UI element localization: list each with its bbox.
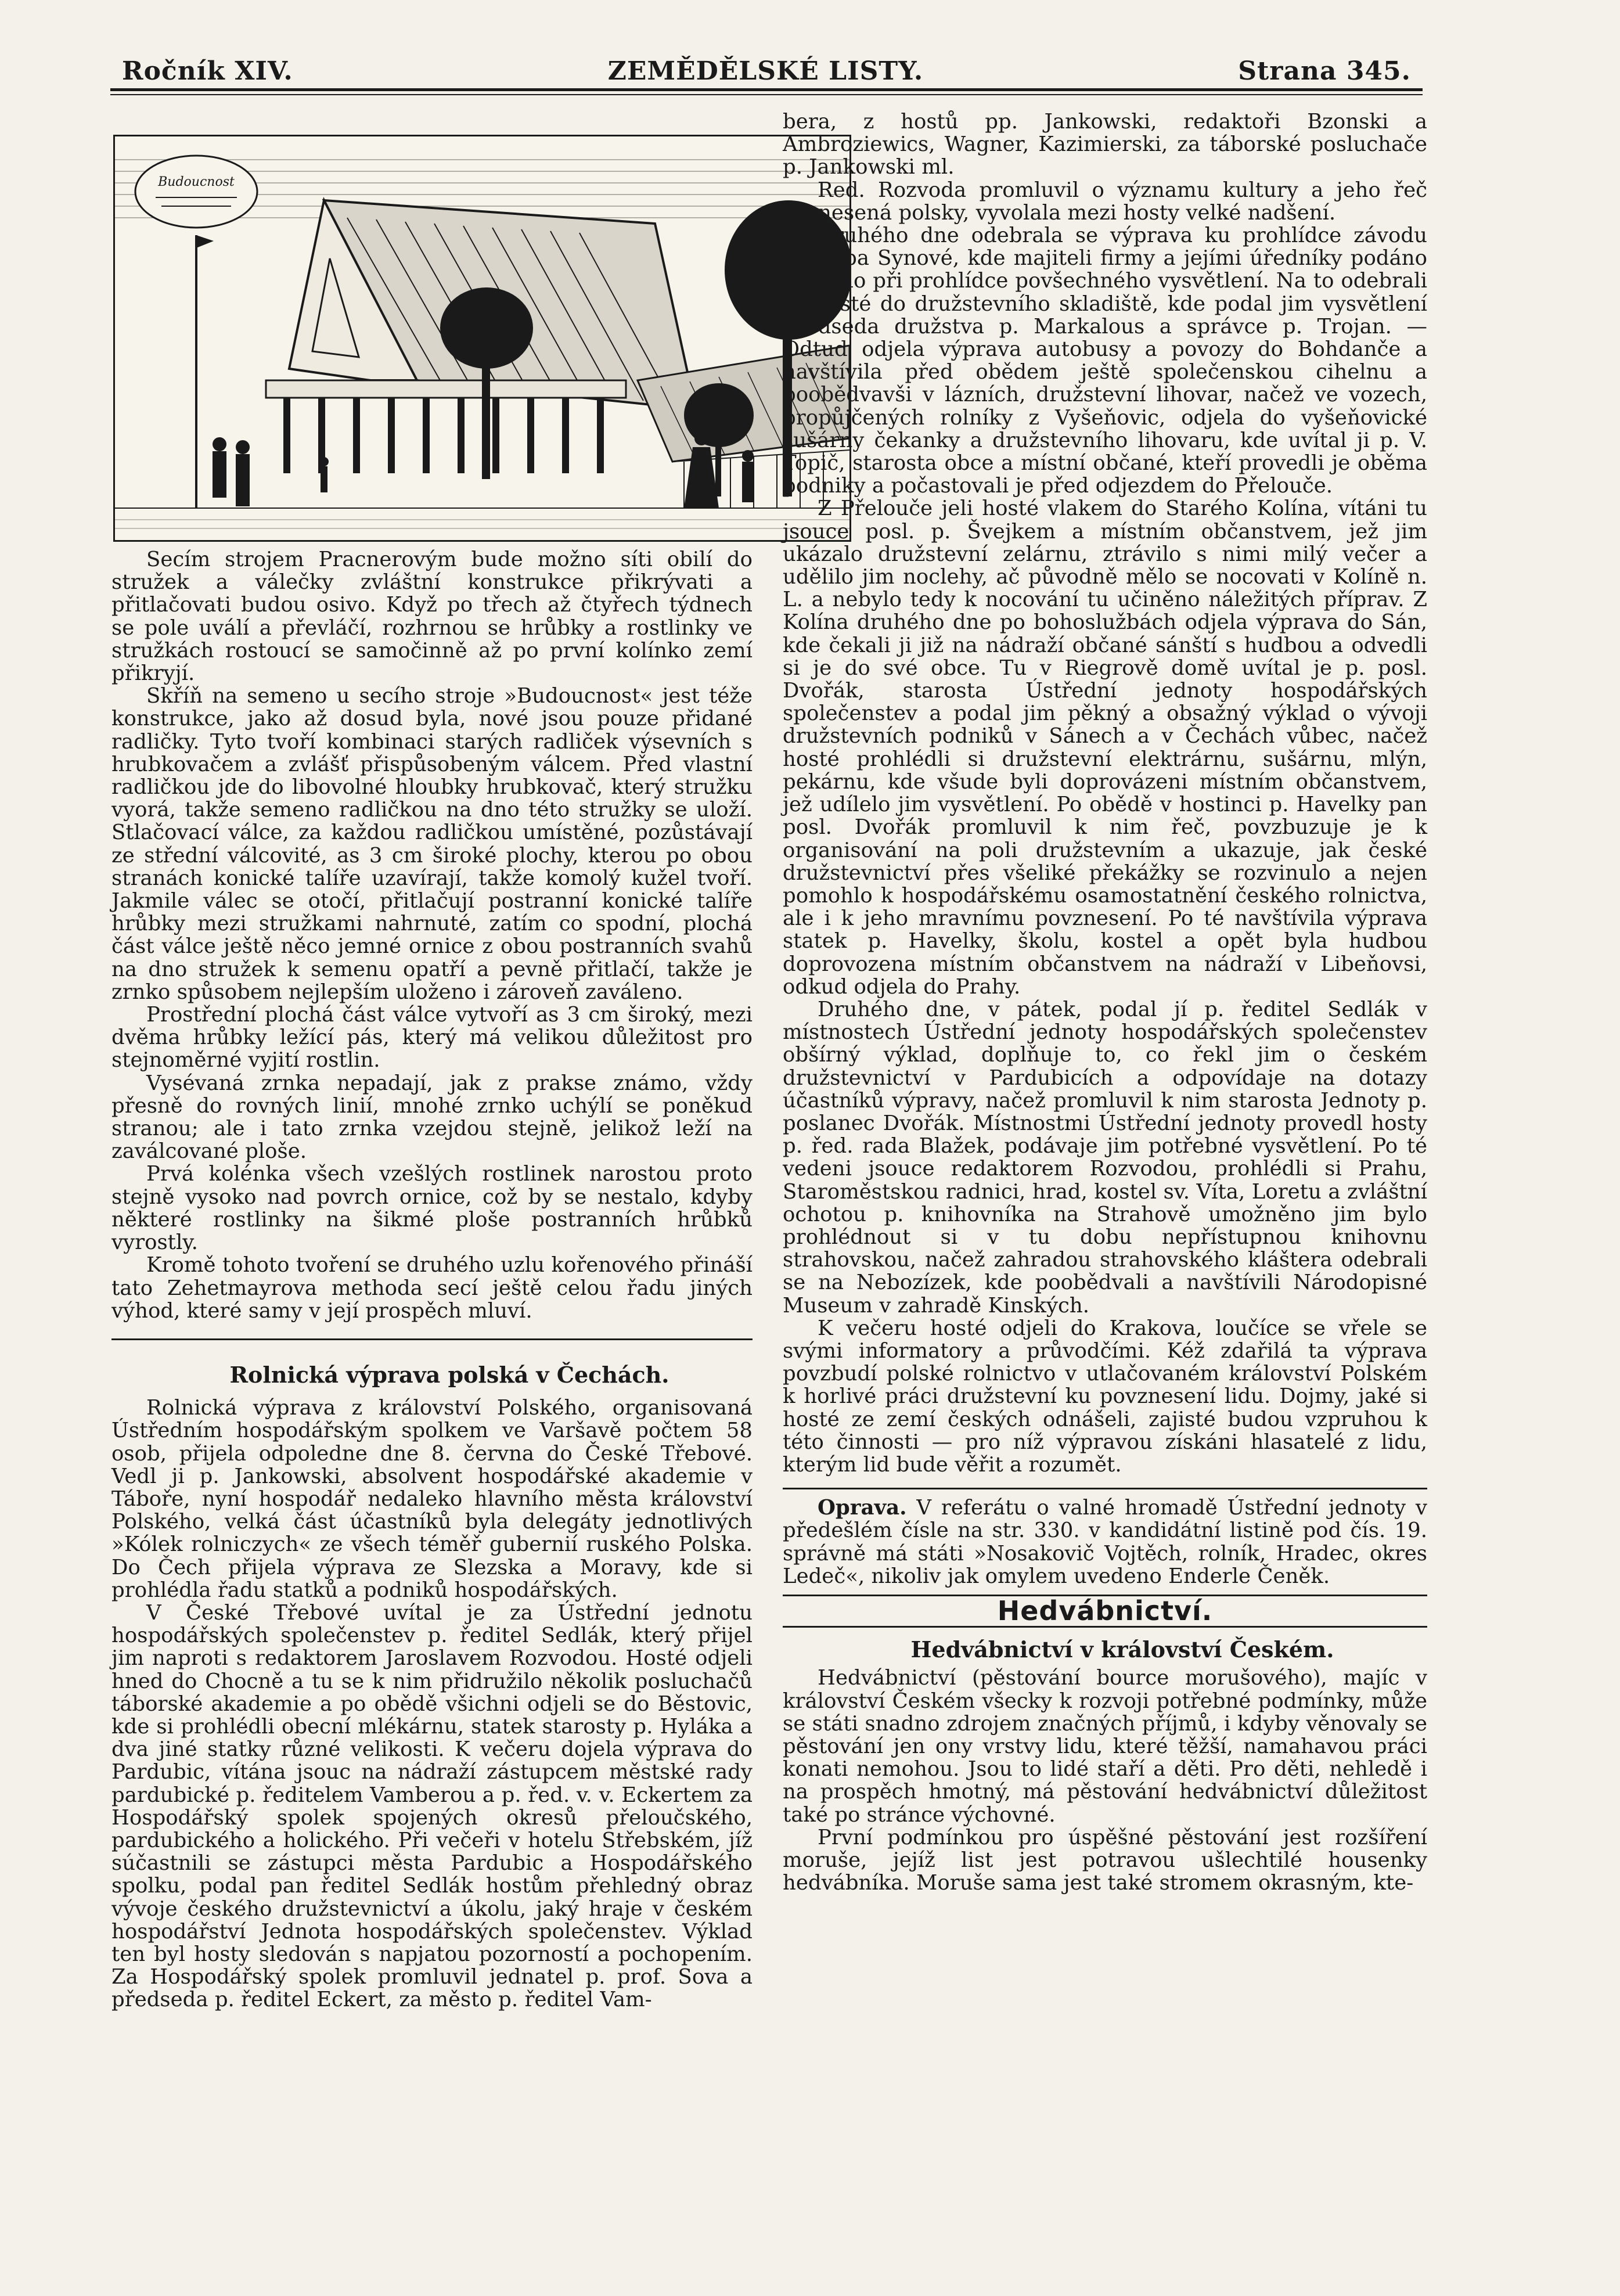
paragraph-sericulture-intro: Hedvábnictví (pěstování bource morušového), majíc v království Českém všecky k rozvoji potřebné podmínky, může se státi snadno zdrojem značných příjmů, i kdyby věnovaly se pěstování jen ony vrstvy lidu, které těžší, namahavou práci konati nemohou. Jsou to lidé staří a děti. Pro děti, nehledě i na prospěch hmotný, má pěstování hedvábnictví důležitost také po stránce výchovné. xyxy=(783,1666,1427,1827)
paragraph-seed-box: Skříň na semeno u secího stroje »Budoucnost« jest téže konstrukce, jako až dosud byla, nové jsou pouze přidané radličky. Tyto tvoří kombinaci starých radliček výsevních s hrubkovačem a zvlášť přispůsobeným válcem. Před vlastní radličkou jde do libovolné hloubky hrubkovač, který stružku vyorá, takže semeno radličkou na dno této stružky se uloží. Stlačovací válce, za každou radličkou umístěné, pozůstávají ze střední válcovité, as 3 cm široké plochy, kterou po obou stranách konické talíře uzavírají, takže komolý kužel tvoří. Jakmile válec se otočí, přitlačují postranní konické talíře hrůbky mezi stružkami nahrnuté, zatím co spodní, plochá část válce ještě něco jemné ornice z obou postranních svahů na dno stružek k semenu opatří a pevně přitlačí, takže je zrnko spůsobem nejlepším uloženo i zároveň zaváleno. xyxy=(111,684,753,1004)
section-divider xyxy=(111,1338,753,1340)
paragraph-grains: Vysévaná zrnka nepadají, jak z prakse známo, vždy přesně do rovných linií, mnohé zrnko uchýlí se poněkud stranou; ale i tato zrnka vzejdou stejně, jelikož leží na zaválcované ploše. xyxy=(111,1071,753,1164)
article-title-polish-expedition: Rolnická výprava polská v Čechách. xyxy=(229,1361,669,1388)
banner-divider-bottom xyxy=(783,1626,1427,1628)
paragraph-roller: Prostřední plochá část válce vytvoří as 3 cm široký, mezi dvěma hrůbky ležící pás, který má velikou důležitost pro stejnoměrné vyjití rostlin. xyxy=(111,1003,753,1073)
page-number: Strana 345. xyxy=(1238,56,1411,86)
figure-sign-text: Budoucnost xyxy=(158,175,235,189)
paragraph-guests: bera, z hostů pp. Jankowski, redaktoři Bzonski a Ambroziewics, Wagner, Kazimierski, za táborské posluchače p. Jankowski ml. xyxy=(783,110,1427,179)
article-title-sericulture: Hedvábnictví v království Českém. xyxy=(910,1636,1334,1663)
paragraph-krakow: K večeru hosté odjeli do Krakova, loučíce se vřele se svými informatory a průvodčími. Kéž zdařilá ta výprava povzbudí polské rolnictvo v utlačovaném království Polském k horlivé práci družstevní ku povznesení lidu. Dojmy, jaké si hosté ze zemí českých odnášeli, zajisté budou vzpruhou k této činnosti — pro níž výpravou získáni hlasatelé z lidu, kterým lid bude věřit a rozumět. xyxy=(783,1316,1427,1477)
paragraph-knees: Prvá kolénka všech vzešlých rostlinek narostou proto stejně vysoko nad povrch ornice, což by se nestalo, kdyby některé rostlinky na šikmé ploše postranních hrůbků vyrostly. xyxy=(111,1162,753,1255)
oprava-divider xyxy=(783,1488,1427,1489)
right-column xyxy=(783,110,1427,1894)
pavilion-drawing xyxy=(115,136,849,540)
paragraph-sowing: Secím strojem Pracnerovým bude možno síti obilí do stružek a válečky zvláštní konstrukce přikrývati a přitlačovati budou osivo. Když po třech až čtyřech týdnech se pole uválí a převláčí, rozhrnou se hrůbky a rostlinky ve stružkách rostoucí se samočinně až po první kolínko zemí přikryjí. xyxy=(111,548,753,686)
header-rule xyxy=(110,88,1423,91)
paragraph-method: Kromě tohoto tvoření se druhého uzlu kořenového přináší tato Zehetmayrova methoda secí ještě celou řadu jiných výhod, které samy v její prospěch mluví. xyxy=(111,1253,753,1323)
correction-label: Oprava. xyxy=(818,1496,907,1520)
pavilion-illustration xyxy=(113,135,851,542)
volume-label: Ročník XIV. xyxy=(122,56,293,86)
paragraph-correction xyxy=(783,1496,1427,1588)
section-banner-sericulture: Hedvábnictví. xyxy=(997,1595,1213,1626)
paragraph-kolin: Z Přelouče jeli hosté vlakem do Starého Kolína, vítáni tu jsouce posl. p. Švejkem a místním občanstvem, jež jim ukázalo družstevní zelárnu, ztrávilo s nimi milý večer a udělilo jim noclehy, ač původně mělo se nocovati v Kolíně n. L. a nebylo tedy k nocování tu učiněno náležitých příprav. Z Kolína druhého dne po bohoslužbách odjela výprava do Sán, kde čekali ji již na nádraží občané sánští s hudbou a odvedli si je do své obce. Tu v Riegrově domě uvítal je p. posl. Dvořák, starosta Ústřední jednoty hospodářských společenstev a podal jim pěkný a obsažný výklad o vývoji družstevních podniků v Sánech a v Čechách vůbec, načež hosté prohlédli si družstevní elektrárnu, sušárnu, mlýn, pekárnu, kde všude byli doprovázeni místním občanstvem, jež udílelo jim vysvětlení. Po obědě v hostinci p. Havelky pan posl. Dvořák promluvil k nim řeč, povzbuzuje je k organisování na poli družstevním a ukazuje, jak české družstevnictví přes všeliké překážky se rozvinulo a nejen pomohlo k hospodářskému osamostatnění českého rolnictva, ale i k jeho mravnímu povznesení. Po té navštívila výprava statek p. Havelky, školu, kostel a opět byla hudbou doprovozena místním občanstvem na nádraží v Libeňovsi, odkud odjela do Prahy. xyxy=(783,496,1427,999)
header-rule-thin xyxy=(110,94,1423,95)
banner-divider-top xyxy=(783,1595,1427,1596)
page-header xyxy=(122,45,1411,86)
journal-title: ZEMĚDĚLSKÉ LISTY. xyxy=(607,56,924,86)
paragraph-mulberry: První podmínkou pro úspěšné pěstování jest rozšíření moruše, jejíž list jest potravou ušlechtilé housenky hedvábníka. Moruše sama jest také stromem okrasným, kte- xyxy=(783,1825,1427,1895)
paragraph-expedition-intro: Rolnická výprava z království Polského, organisovaná Ústředním hospodářským spolkem ve Varšavě počtem 58 osob, přijela odpoledne dne 8. června do České Třebové. Vedl ji p. Jankowski, absolvent hospodářské akademie v Táboře, nyní hospodář nedaleko hlavního města království Polského, velká část účastníků byla delegáty jednotlivých »Kólek rolniczych« ze všech téměř gubernií ruského Polska. Do Čech přijela výprava ze Slezska a Moravy, kde si prohlédla řadu statků a podniků hospodářských. xyxy=(111,1396,753,1602)
paragraph-ceska-trebova: V České Třebové uvítal je za Ústřední jednotu hospodářských společenstev p. ředitel Sedlák, který přijel jim naproti s redaktorem Jaroslavem Rozvodou. Hosté odjeli hned do Chocně a tu se k nim přidružilo několik posluchačů táborské akademie a po obědě všichni odjeli se do Běstovic, kde si prohlédli obecní mlékárnu, statek starosty p. Hyláka a dva jiné statky různé velikosti. K večeru dojela výprava do Pardubic, vítána jsouc na nádraží zástupcem městské rady pardubické p. ředitelem Vamberou a p. řed. v. v. Eckertem za Hospodářský spolek spojených okresů přeloučského, pardubického a holického. Při večeři v hotelu Střebském, jíž súčastnili se zástupci města Pardubic a Hospodářského spolku, podal pan ředitel Sedlák hostům přehledný obraz vývoje českého družstevnictví a úkolu, jaký hraje v českém hospodářství Jednota hospodářských společenstev. Výklad ten byl hosty sledován s napjatou pozorností a pochopením. Za Hospodářský spolek promluvil jednatel p. prof. Sova a předseda p. ředitel Eckert, za město p. ředitel Vam- xyxy=(111,1600,753,2012)
paragraph-prague: Druhého dne, v pátek, podal jí p. ředitel Sedlák v místnostech Ústřední jednoty hospodářských společenstev obšírný výklad, doplňuje to, co řekl jim o českém družstevnictví v Pardubicích a odpovídaje na dotazy účastníků výpravy, načež promluvil k nim starosta Jednoty p. poslanec Dvořák. Místnostmi Ústřední jednoty provedl hosty p. řed. rada Blažek, podávaje jim potřebné vysvětlení. Po té vedeni jsouce redaktorem Rozvodou, prohlédli si Prahu, Staroměstskou radnici, hrad, kostel sv. Víta, Loretu a zvláštní ochotou p. knihovníka na Strahově umožněno jim bylo prohlédnout si v tu dobu nepřístupnou knihovnu strahovskou, načež zahradou strahovského kláštera odebrali se na Nebozízek, kde poobědvali a navštívili Národopisné Museum v zahradě Kinských. xyxy=(783,997,1427,1318)
left-column xyxy=(111,548,753,2011)
correction-text: V referátu o valné hromadě Ústřední jednoty v předešlém čísle na str. 330. v kandidátní listině pod čís. 19. správně má státi »Nosakovič Vojtěch, rolník, Hradec, okres Ledeč«, nikoliv jak omylem uvedeno Enderle Čeněk. xyxy=(783,1496,1427,1588)
paragraph-second-day: Druhého dne odebrala se výprava ku prohlídce závodu Prokopa Synové, kde majiteli firmy a jejími úředníky podáno jim bylo při prohlídce povšechného vysvětlení. Na to odebrali se hosté do družstevního skladiště, kde podal jim vysvětlení předseda družstva p. Markalous a správce p. Trojan. — Odtud odjela výprava autobusy a povozy do Bohdanče a navštívila před obědem ještě společenskou cihelnu a poobědvavši v lázních, družstevní lihovar, načež ve vozech, propůjčených rolníky z Vyšeňovic, odjela do vyšeňovické sušárny čekanky a družstevního lihovaru, kde uvítal ji p. V. Topič, starosta obce a místní občané, kteří provedli je oběma podniky a počastovali je před odjezdem do Přelouče. xyxy=(783,224,1427,498)
paragraph-rozvoda: Red. Rozvoda promluvil o významu kultury a jeho řeč pronesená polsky, vyvolala mezi hosty velké nadšení. xyxy=(783,178,1427,225)
